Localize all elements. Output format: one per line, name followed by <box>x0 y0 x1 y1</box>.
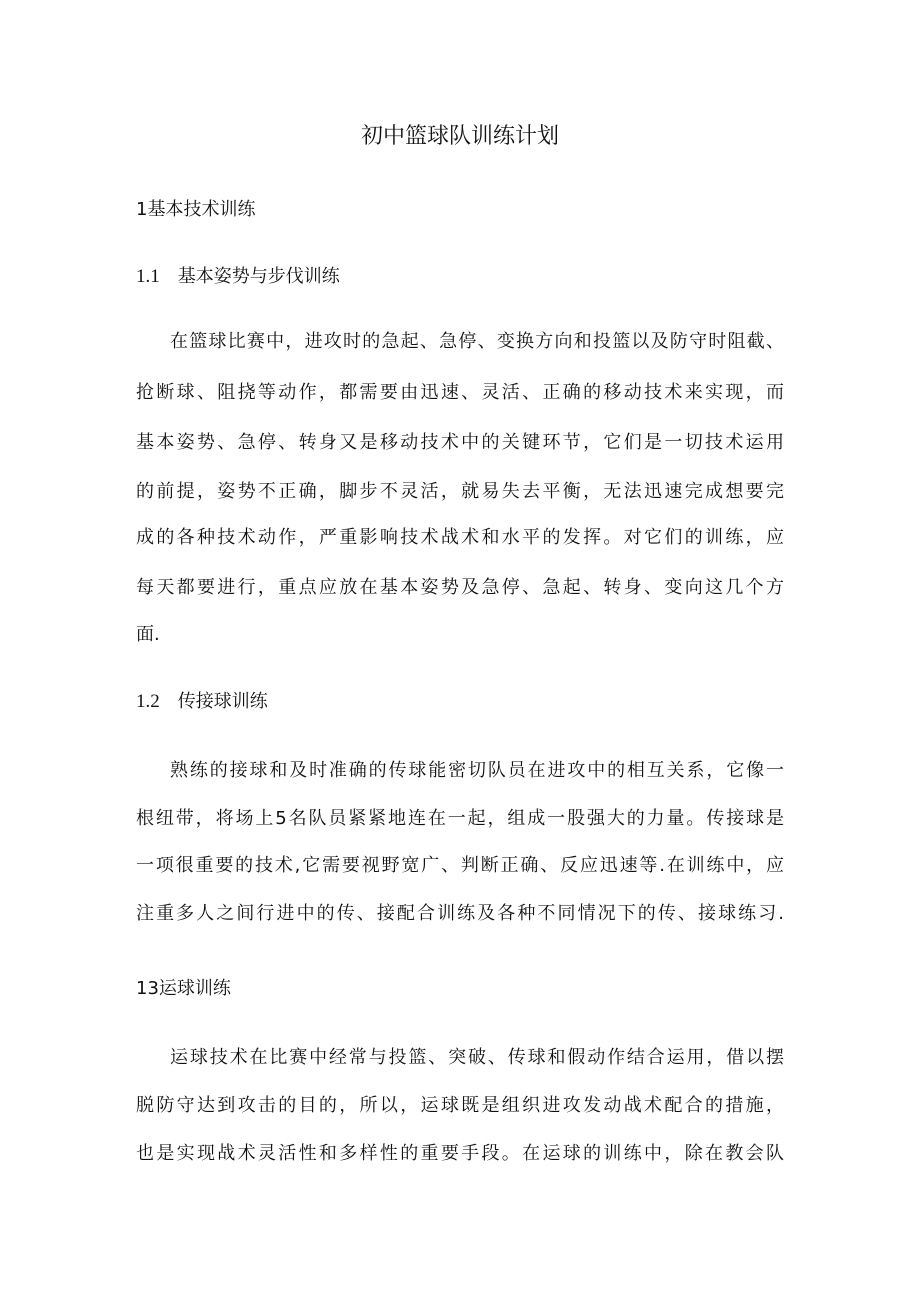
section-title-1-2: 传接球训练 <box>177 691 268 712</box>
paragraph-line: 运球技术在比赛中经常与投篮、突破、传球和假动作结合运用，借以摆 <box>170 1047 784 1068</box>
section-heading-1-2 <box>136 688 268 716</box>
section-number-1-2: 1.2 <box>136 691 160 712</box>
paragraph-line: 面. <box>136 624 160 645</box>
paragraph-line: 每天都要进行，重点应放在基本姿势及急停、急起、转身、变向这几个方 <box>136 577 784 598</box>
paragraph-line: 也是实现战术灵活性和多样性的重要手段。在运球的训练中，除在教会队 <box>136 1143 784 1164</box>
section-number-1-1: 1.1 <box>136 266 160 287</box>
section-title-1-1: 基本姿势与步伐训练 <box>177 266 340 287</box>
paragraph-line: 基本姿势、急停、转身又是移动技术中的关键环节，它们是一切技术运用 <box>136 432 784 453</box>
paragraph-line: 一项很重要的技术,它需要视野宽广、判断正确、反应迅速等.在训练中，应 <box>136 855 784 876</box>
section-heading-1-1 <box>136 263 340 291</box>
paragraph-line: 根纽带，将场上5名队员紧紧地连在一起，组成一股强大的力量。传接球是 <box>136 808 784 829</box>
section-heading-1: 1基本技术训练 <box>136 199 256 220</box>
section-heading-1-3: 13运球训练 <box>136 978 231 999</box>
paragraph-line: 成的各种技术动作，严重影响技术战术和水平的发挥。对它们的训练，应 <box>136 527 784 548</box>
paragraph-line: 注重多人之间行进中的传、接配合训练及各种不同情况下的传、接球练习. <box>136 903 784 924</box>
paragraph-line: 熟练的接球和及时准确的传球能密切队员在进攻中的相互关系，它像一 <box>170 760 784 781</box>
paragraph-line: 的前提，姿势不正确，脚步不灵活，就易失去平衡，无法迅速完成想要完 <box>136 481 784 502</box>
paragraph-line: 抢断球、阻挠等动作，都需要由迅速、灵活、正确的移动技术来实现，而 <box>136 382 784 403</box>
document-title: 初中篮球队训练计划 <box>360 124 559 149</box>
paragraph-line: 脱防守达到攻击的目的，所以，运球既是组织进攻发动战术配合的措施， <box>136 1095 784 1116</box>
paragraph-line: 在篮球比赛中，进攻时的急起、急停、变换方向和投篮以及防守时阻截、 <box>170 331 784 352</box>
